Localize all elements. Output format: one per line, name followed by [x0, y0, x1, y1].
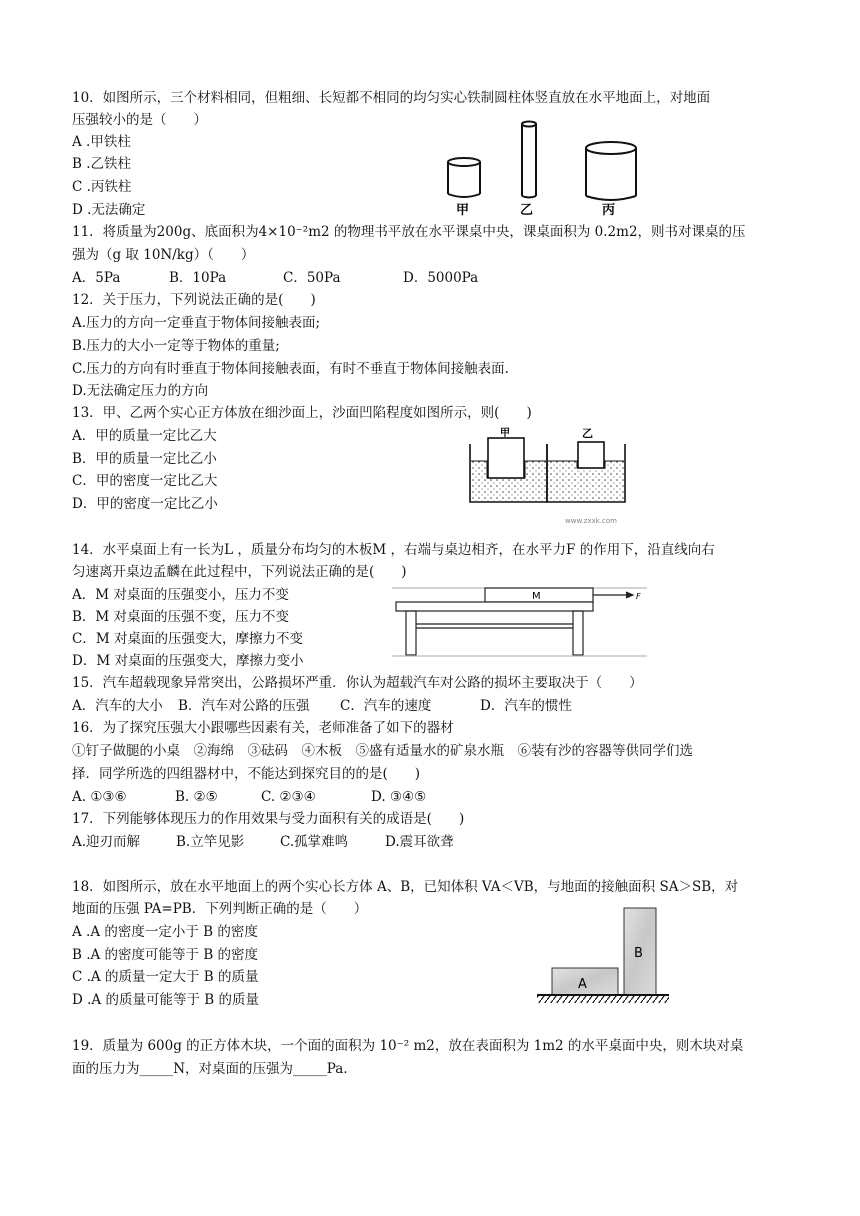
q16-stem-line1: 16．为了探究压强大小跟哪些因素有关，老师准备了如下的器材 — [72, 720, 454, 736]
q14-table-figure — [392, 584, 654, 660]
q13-option-a: A．甲的质量一定比乙大 — [72, 428, 217, 444]
q13-option-c: C．甲的密度一定比乙大 — [72, 473, 218, 489]
q15-option-c: C．汽车的速度 — [340, 698, 432, 714]
q14-option-b: B．M 对桌面的压强不变，压力不变 — [72, 609, 290, 625]
q12-option-a: A.压力的方向一定垂直于物体间接触表面; — [72, 315, 321, 331]
q10-label-yi: 乙 — [520, 203, 534, 218]
q16-option-a: A. ①③⑥ — [72, 789, 127, 805]
q16-options — [72, 787, 426, 807]
q15-options — [72, 696, 572, 716]
q10-option-d: D .无法确定 — [72, 202, 146, 218]
q18-blocks-figure — [535, 904, 675, 1008]
q10-label-jia: 甲 — [456, 203, 470, 218]
q13-stem: 13．甲、乙两个实心正方体放在细沙面上，沙面凹陷程度如图所示，则( ) — [72, 405, 532, 421]
q12-option-b: B.压力的大小一定等于物体的重量; — [72, 338, 280, 354]
q15-option-d: D．汽车的惯性 — [480, 698, 572, 714]
q17-option-b: B.立竿见影 — [176, 834, 245, 850]
q12-stem: 12．关于压力，下列说法正确的是( ) — [72, 292, 316, 308]
q15-option-b: B．汽车对公路的压强 — [178, 698, 310, 714]
q15-stem: 15．汽车超载现象异常突出，公路损坏严重．你认为超载汽车对公路的损坏主要取决于（ ） — [72, 675, 643, 691]
q10-stem-line1: 10．如图所示，三个材料相同，但粗细、长短都不相同的均匀实心铁制圆柱体竖直放在水平地面上，对地面 — [72, 90, 711, 106]
q16-option-b: B. ②⑤ — [175, 789, 218, 805]
q18-option-a: A .A 的密度一定小于 B 的密度 — [72, 924, 258, 940]
q11-option-a: A．5Pa — [72, 270, 121, 286]
q13-sand-figure — [465, 424, 645, 529]
q10-label-bing: 丙 — [602, 203, 616, 218]
q10-stem-line2: 压强较小的是（ ） — [72, 112, 207, 128]
q14-stem-line1: 14．水平桌面上有一长为L ，质量分布均匀的木板M ，右端与桌边相齐，在水平力F 的作用下，沿直线向右 — [72, 542, 715, 558]
q15-option-a: A．汽车的大小 — [72, 698, 163, 714]
q16-stem-line3: 择．同学所选的四组器材中，不能达到探究目的的是( ) — [72, 766, 421, 782]
q13-option-b: B．甲的质量一定比乙小 — [72, 451, 217, 467]
q13-option-d: D．甲的密度一定比乙小 — [72, 496, 218, 512]
q19-stem-line2: 面的压力为_____N，对桌面的压强为_____Pa． — [72, 1061, 357, 1077]
q10-option-c: C .丙铁柱 — [72, 179, 132, 195]
q16-option-c: C. ②③④ — [261, 789, 316, 805]
q14-option-a: A．M 对桌面的压强变小，压力不变 — [72, 587, 289, 603]
q14-option-c: C．M 对桌面的压强变大，摩擦力不变 — [72, 631, 303, 647]
q13-label-yi: 乙 — [582, 427, 593, 440]
q14-label-f: F — [636, 592, 641, 601]
q11-stem-line1: 11．将质量为200g、底面积为4×10⁻²m2 的物理书平放在水平课桌中央，课桌面积为 0.2m2，则书对课桌的压 — [72, 224, 746, 240]
q11-stem-line2: 强为（g 取 10N/kg）（ ） — [72, 247, 255, 263]
q13-label-jia: 甲 — [500, 428, 510, 439]
q17-stem: 17．下列能够体现压力的作用效果与受力面积有关的成语是( ) — [72, 811, 465, 827]
q18-label-a: A — [578, 977, 587, 992]
q13-watermark: www.zxxk.com — [565, 517, 617, 525]
q10-option-a: A .甲铁柱 — [72, 134, 131, 150]
q12-option-c: C.压力的方向有时垂直于物体间接触表面，有时不垂直于物体间接触表面. — [72, 361, 509, 377]
q17-option-a: A.迎刃而解 — [72, 834, 141, 850]
q14-stem-line2: 匀速离开桌边孟麟在此过程中，下列说法正确的是( ) — [72, 564, 407, 580]
q18-option-c: C .A 的质量一定大于 B 的质量 — [72, 969, 259, 985]
q18-stem-line1: 18．如图所示，放在水平地面上的两个实心长方体 A、B，已知体积 VA＜VB，与地面的接触面积 SA＞SB，对 — [72, 879, 739, 895]
q11-option-d: D．5000Pa — [403, 270, 479, 286]
q17-option-d: D.震耳欲聋 — [385, 834, 454, 850]
q18-option-d: D .A 的质量可能等于 B 的质量 — [72, 992, 259, 1008]
q14-label-m: M — [532, 591, 541, 602]
q18-stem-line2: 地面的压强 PA=PB．下列判断正确的是（ ） — [72, 901, 368, 917]
q16-option-d: D. ③④⑤ — [371, 789, 427, 805]
q14-option-d: D．M 对桌面的压强变大，摩擦力变小 — [72, 653, 304, 669]
q11-option-b: B．10Pa — [169, 270, 227, 286]
q18-option-b: B .A 的密度可能等于 B 的密度 — [72, 947, 259, 963]
q10-cylinders-figure — [440, 118, 650, 218]
q18-label-b: B — [634, 946, 643, 961]
q17-option-c: C.孤掌难鸣 — [280, 834, 349, 850]
q16-stem-line2: ①钉子做腿的小桌 ②海绵 ③砝码 ④木板 ⑤盛有适量水的矿泉水瓶 ⑥装有沙的容器等供同学们选 — [72, 743, 693, 759]
q17-options — [72, 832, 454, 852]
q11-option-c: C．50Pa — [283, 270, 341, 286]
q12-option-d: D.无法确定压力的方向 — [72, 383, 209, 399]
q10-option-b: B .乙铁柱 — [72, 156, 132, 172]
q11-options — [72, 268, 478, 288]
q19-stem-line1: 19．质量为 600g 的正方体木块，一个面的面积为 10⁻² m2，放在表面积为 1m2 的水平桌面中央，则木块对桌 — [72, 1038, 744, 1054]
